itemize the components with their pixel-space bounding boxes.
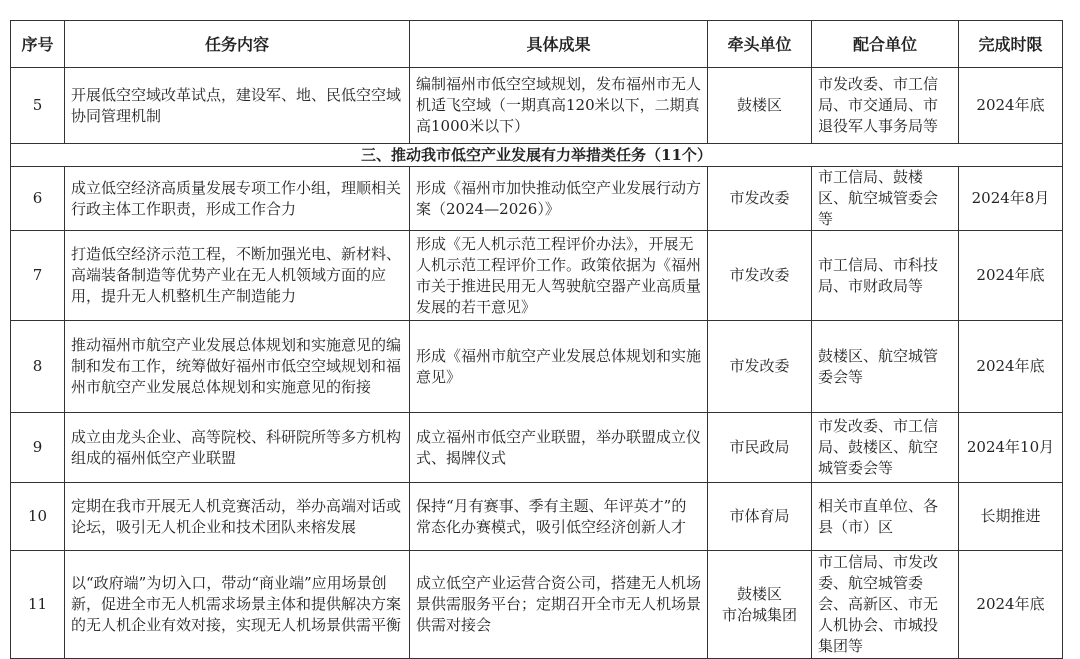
cell-task: 成立低空经济高质量发展专项工作小组，理顺相关行政主体工作职责，形成工作合力 (65, 167, 410, 231)
cell-partners: 市发改委、市工信局、市交通局、市退役军人事务局等 (812, 68, 959, 144)
cell-lead: 市发改委 (708, 231, 812, 321)
cell-deadline: 2024年底 (959, 321, 1063, 413)
table-row (11, 68, 1063, 144)
cell-partners: 相关市直单位、各县（市）区 (812, 483, 959, 551)
cell-deadline: 长期推进 (959, 483, 1063, 551)
table-row (11, 483, 1063, 551)
cell-task: 定期在我市开展无人机竞赛活动，举办高端对话或论坛，吸引无人机企业和技术团队来榕发展 (65, 483, 410, 551)
cell-result: 成立低空产业运营合资公司，搭建无人机场景供需服务平台；定期召开全市无人机场景供需对接会 (410, 551, 708, 659)
cell-no: 11 (11, 551, 65, 659)
cell-partners: 市工信局、市发改委、航空城管委会、高新区、市无人机协会、市城投集团等 (812, 551, 959, 659)
cell-no: 5 (11, 68, 65, 144)
table-row (11, 321, 1063, 413)
header-no: 序号 (11, 21, 65, 68)
section-row (11, 144, 1063, 167)
cell-task: 开展低空空域改革试点，建设军、地、民低空空域协同管理机制 (65, 68, 410, 144)
cell-lead: 市民政局 (708, 413, 812, 483)
header-deadline: 完成时限 (959, 21, 1063, 68)
cell-no: 9 (11, 413, 65, 483)
section-title: 三、推动我市低空产业发展有力举措类任务（11个） (11, 144, 1063, 167)
table-row (11, 551, 1063, 659)
table-row (11, 231, 1063, 321)
cell-partners: 市工信局、市科技局、市财政局等 (812, 231, 959, 321)
table-row (11, 167, 1063, 231)
cell-task: 成立由龙头企业、高等院校、科研院所等多方机构组成的福州低空产业联盟 (65, 413, 410, 483)
cell-lead: 鼓楼区 市冶城集团 (708, 551, 812, 659)
header-partners: 配合单位 (812, 21, 959, 68)
header-result: 具体成果 (410, 21, 708, 68)
header-task: 任务内容 (65, 21, 410, 68)
cell-deadline: 2024年10月 (959, 413, 1063, 483)
cell-deadline: 2024年底 (959, 68, 1063, 144)
cell-lead: 市发改委 (708, 167, 812, 231)
cell-result: 保持“月有赛事、季有主题、年评英才”的常态化办赛模式，吸引低空经济创新人才 (410, 483, 708, 551)
cell-deadline: 2024年8月 (959, 167, 1063, 231)
cell-no: 6 (11, 167, 65, 231)
cell-deadline: 2024年底 (959, 231, 1063, 321)
cell-task: 以“政府端”为切入口，带动“商业端”应用场景创新，促进全市无人机需求场景主体和提供解决方案的无人机企业有效对接，实现无人机场景供需平衡 (65, 551, 410, 659)
cell-result: 形成《无人机示范工程评价办法》，开展无人机示范工程评价工作。政策依据为《福州市关于推进民用无人驾驶航空器产业高质量发展的若干意见》 (410, 231, 708, 321)
cell-partners: 鼓楼区、航空城管委会等 (812, 321, 959, 413)
cell-no: 10 (11, 483, 65, 551)
cell-result: 编制福州市低空空域规划，发布福州市无人机适飞空域（一期真高120米以下，二期真高1000米以下） (410, 68, 708, 144)
cell-task: 打造低空经济示范工程，不断加强光电、新材料、高端装备制造等优势产业在无人机领域方面的应用，提升无人机整机生产制造能力 (65, 231, 410, 321)
cell-lead: 鼓楼区 (708, 68, 812, 144)
cell-result: 形成《福州市加快推动低空产业发展行动方案（2024—2026）》 (410, 167, 708, 231)
cell-result: 形成《福州市航空产业发展总体规划和实施意见》 (410, 321, 708, 413)
header-row (11, 21, 1063, 68)
cell-no: 8 (11, 321, 65, 413)
header-lead: 牵头单位 (708, 21, 812, 68)
task-table-wrapper (10, 20, 1063, 659)
table-row (11, 413, 1063, 483)
cell-partners: 市工信局、鼓楼区、航空城管委会等 (812, 167, 959, 231)
cell-lead: 市发改委 (708, 321, 812, 413)
cell-partners: 市发改委、市工信局、鼓楼区、航空城管委会等 (812, 413, 959, 483)
task-table (10, 20, 1063, 659)
cell-deadline: 2024年底 (959, 551, 1063, 659)
cell-result: 成立福州市低空产业联盟，举办联盟成立仪式、揭牌仪式 (410, 413, 708, 483)
cell-task: 推动福州市航空产业发展总体规划和实施意见的编制和发布工作，统筹做好福州市低空空域规划和福州市航空产业发展总体规划和实施意见的衔接 (65, 321, 410, 413)
cell-lead: 市体育局 (708, 483, 812, 551)
cell-no: 7 (11, 231, 65, 321)
